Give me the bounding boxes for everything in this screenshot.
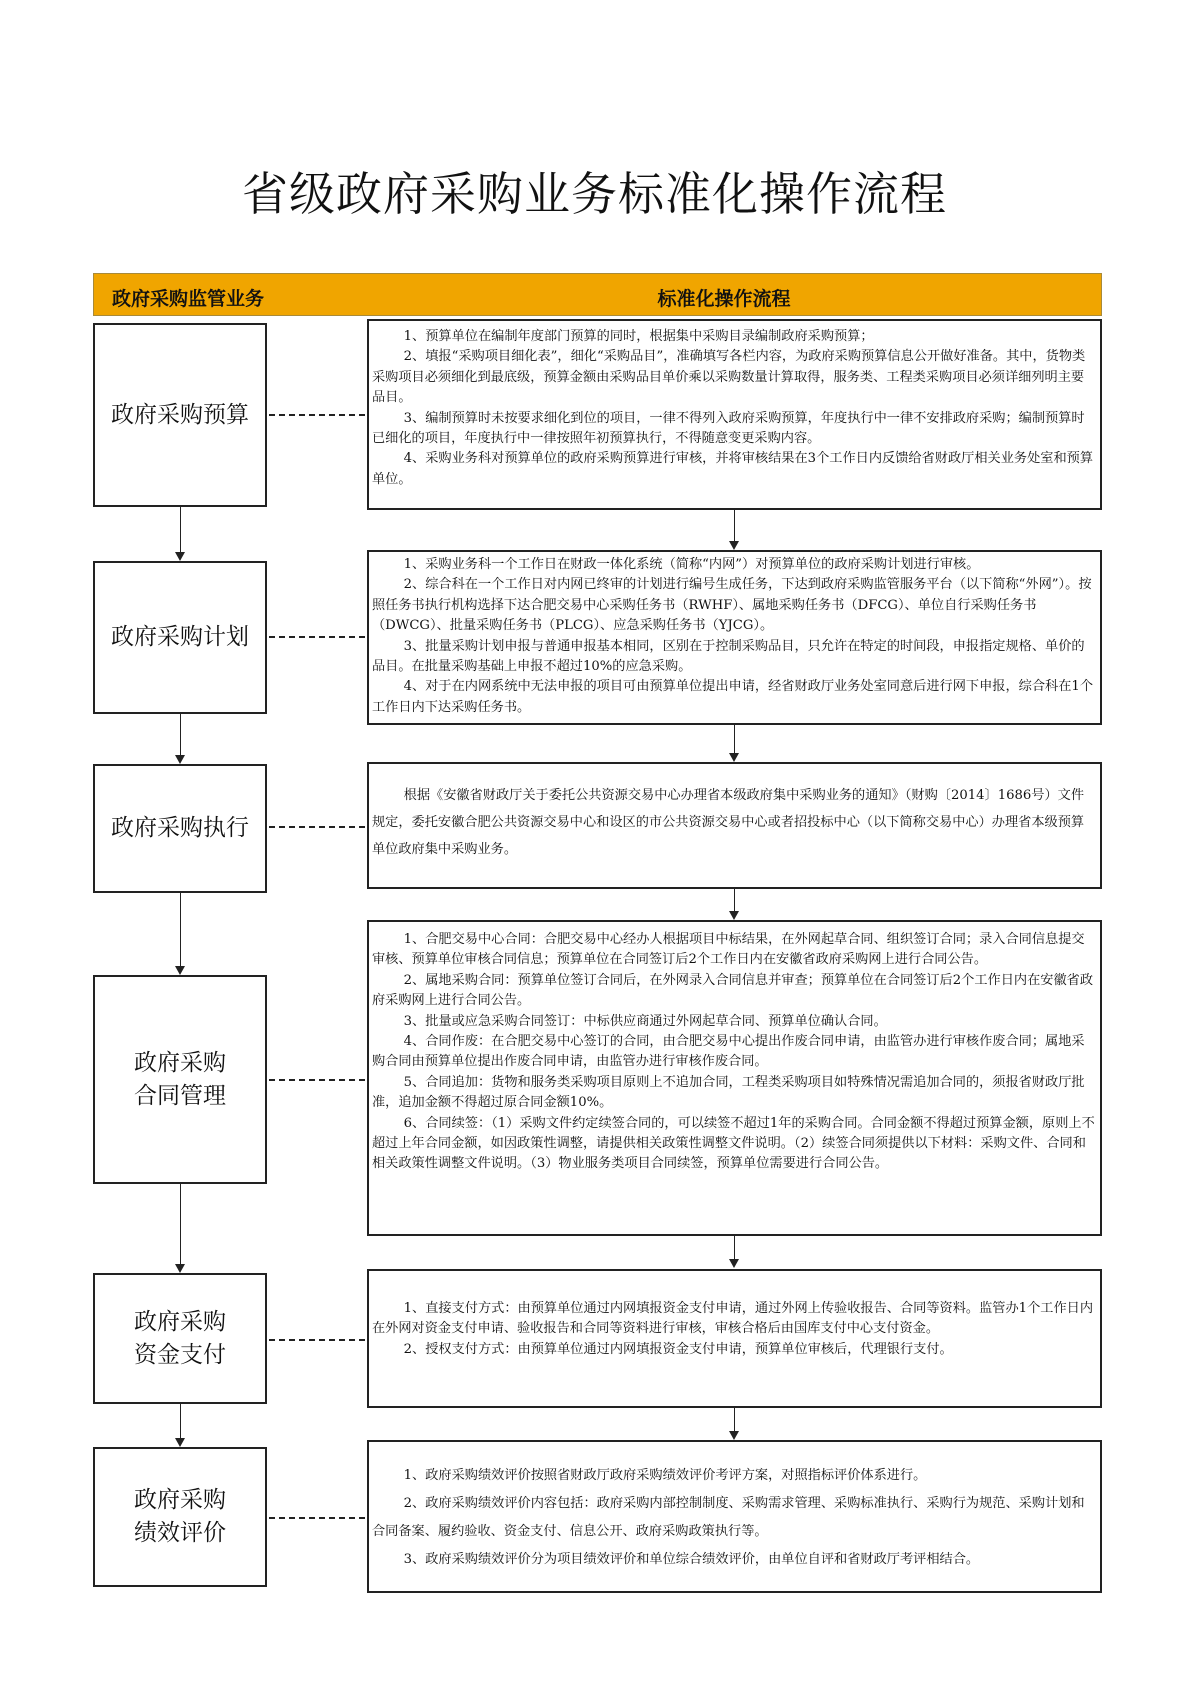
process-paragraph: 4、对于在内网系统中无法申报的项目可由预算单位提出申请，经省财政厅业务处室同意后进行网下申报，综合科在1个工作日内下达采购任务书。 (372, 679, 1094, 715)
process-paragraph: 2、综合科在一个工作日对内网已终审的计划进行编号生成任务，下达到政府采购监管服务平台（以下简称“外网”）。按照任务书执行机构选择下达合肥交易中心采购任务书（RWHF）、属地采购任务书（DFCG）、单位自行采购任务书（DWCG）、批量采购任务书（PLCG）、应急采购任务书（YJCG）。 (372, 577, 1092, 634)
column-header-bar (93, 273, 1102, 316)
stage-label-line2: 合同管理 (134, 1082, 226, 1109)
stage-box-plan (93, 561, 267, 714)
flow-arrow-head (729, 1431, 739, 1440)
connector-dashed (269, 1339, 365, 1341)
process-paragraph: 2、属地采购合同：预算单位签订合同后，在外网录入合同信息并审查；预算单位在合同签订后2个工作日内在安徽省政府采购网上进行合同公告。 (372, 972, 1094, 1009)
flow-arrow-line (180, 1404, 181, 1439)
page-title: 省级政府采购业务标准化操作流程 (242, 167, 947, 221)
flow-arrow-head (175, 755, 185, 764)
stage-label: 政府采购执行 (111, 815, 249, 841)
flow-arrow-head (175, 552, 185, 561)
process-paragraph: 4、采购业务科对预算单位的政府采购预算进行审核，并将审核结果在3个工作日内反馈给省财政厅相关业务处室和预算单位。 (372, 451, 1094, 487)
stage-label-line2: 资金支付 (134, 1341, 226, 1368)
process-paragraph: 根据《安徽省财政厅关于委托公共资源交易中心办理省本级政府集中采购业务的通知》（财购〔2014〕1686号）文件规定，委托安徽合肥公共资源交易中心和设区的市公共资源交易中心或者招投标中心（以下简称交易中心）办理省本级预算单位政府集中采购业务。 (372, 788, 1085, 857)
process-paragraph: 3、编制预算时未按要求细化到位的项目，一律不得列入政府采购预算，年度执行中一律不安排政府采购；编制预算时已细化的项目，年度执行中一律按照年初预算执行，不得随意变更采购内容。 (372, 410, 1085, 447)
process-paragraph: 1、政府采购绩效评价按照省财政厅政府采购绩效评价考评方案，对照指标评价体系进行。 (403, 1468, 927, 1483)
connector-dashed (269, 636, 365, 638)
flow-arrow-head (175, 966, 185, 975)
process-paragraph: 3、政府采购绩效评价分为项目绩效评价和单位综合绩效评价，由单位自评和省财政厅考评相结合。 (403, 1552, 980, 1567)
process-box-payment (367, 1269, 1102, 1408)
process-box-plan (367, 550, 1102, 725)
flow-arrow-head (175, 1438, 185, 1447)
stage-label-line1: 政府采购 (134, 1049, 226, 1076)
connector-dashed (269, 1517, 365, 1519)
process-paragraph: 1、预算单位在编制年度部门预算的同时，根据集中采购目录编制政府采购预算； (403, 329, 874, 344)
process-box-execution (367, 762, 1102, 889)
connector-dashed (269, 1079, 365, 1081)
process-box-evaluation (367, 1440, 1102, 1593)
flow-arrow-line (180, 507, 181, 553)
flow-arrow-line (734, 1236, 735, 1260)
stage-label-line1: 政府采购 (134, 1308, 226, 1335)
process-paragraph: 5、合同追加：货物和服务类采购项目原则上不追加合同，工程类采购项目如特殊情况需追加合同的，须报省财政厅批准，追加金额不得超过原合同金额10%。 (372, 1074, 1085, 1111)
process-box-contract (367, 920, 1102, 1236)
stage-box-evaluation (93, 1447, 267, 1587)
stage-box-budget (93, 323, 267, 507)
flow-arrow-line (180, 1184, 181, 1265)
header-supervision-business: 政府采购监管业务 (112, 288, 265, 310)
stage-label-line2: 绩效评价 (134, 1520, 226, 1546)
flow-arrow-head (729, 1259, 739, 1268)
stage-box-execution (93, 764, 267, 893)
flow-arrow-head (175, 1264, 185, 1273)
header-standard-process: 标准化操作流程 (657, 288, 791, 310)
stage-label: 政府采购预算 (111, 401, 249, 428)
flow-arrow-line (180, 714, 181, 756)
stage-box-payment (93, 1273, 267, 1404)
process-paragraph: 2、政府采购绩效评价内容包括：政府采购内部控制制度、采购需求管理、采购标准执行、采购行为规范、采购计划和合同备案、履约验收、资金支付、信息公开、政府采购政策执行等。 (372, 1496, 1085, 1539)
process-box-budget (367, 319, 1102, 510)
process-paragraph: 1、合肥交易中心合同：合肥交易中心经办人根据项目中标结果，在外网起草合同、组织签订合同；录入合同信息提交审核、预算单位审核合同信息；预算单位在合同签订后2个工作日内在安徽省政府采购网上进行合同公告。 (372, 932, 1085, 968)
process-paragraph: 1、采购业务科一个工作日在财政一体化系统（简称“内网”）对预算单位的政府采购计划进行审核。 (403, 557, 980, 572)
flow-arrow-head (729, 753, 739, 762)
process-paragraph: 4、合同作废：在合肥交易中心签订的合同，由合肥交易中心提出作废合同申请，由监管办进行审核作废合同；属地采购合同由预算单位提出作废合同申请，由监管办进行审核作废合同。 (372, 1034, 1085, 1070)
stage-label: 政府采购计划 (111, 624, 249, 650)
process-paragraph: 3、批量采购计划申报与普通申报基本相同，区别在于控制采购品目，只允许在特定的时间段，申报指定规格、单价的品目。在批量采购基础上申报不超过10%的应急采购。 (372, 638, 1085, 675)
flow-arrow-head (729, 541, 739, 550)
connector-dashed (269, 826, 365, 828)
process-paragraph: 1、直接支付方式：由预算单位通过内网填报资金支付申请，通过外网上传验收报告、合同等资料。监管办1个工作日内在外网对资金支付申请、验收报告和合同等资料进行审核，审核合格后由国库支付中心支付资金。 (372, 1301, 1094, 1337)
connector-dashed (269, 414, 365, 416)
flow-arrow-line (734, 889, 735, 912)
flow-arrow-line (734, 510, 735, 542)
process-paragraph: 2、填报“采购项目细化表”，细化“采购品目”，准确填写各栏内容，为政府采购预算信息公开做好准备。其中，货物类采购项目必须细化到最底级，预算金额由采购品目单价乘以采购数量计算取得，服务类、工程类采购项目必须详细列明主要品目。 (372, 349, 1086, 406)
stage-box-contract (93, 975, 267, 1184)
stage-label-line1: 政府采购 (134, 1487, 226, 1513)
process-paragraph: 6、合同续签：（1）采购文件约定续签合同的，可以续签不超过1年的采购合同。合同金额不得超过预算金额，原则上不超过上年合同金额，如因政策性调整，请提供相关政策性调整文件说明。（2）续签合同须提供以下材料：采购文件、合同和相关政策性调整文件说明。（3）物业服务类项目合同续签，预算单位需要进行合同公告。 (372, 1115, 1095, 1172)
process-paragraph: 3、批量或应急采购合同签订：中标供应商通过外网起草合同、预算单位确认合同。 (403, 1013, 887, 1029)
process-paragraph: 2、授权支付方式：由预算单位通过内网填报资金支付申请，预算单位审核后，代理银行支付。 (403, 1341, 953, 1357)
flow-arrow-line (734, 725, 735, 754)
flow-arrow-line (180, 893, 181, 967)
flow-arrow-head (729, 911, 739, 920)
flow-arrow-line (734, 1408, 735, 1432)
